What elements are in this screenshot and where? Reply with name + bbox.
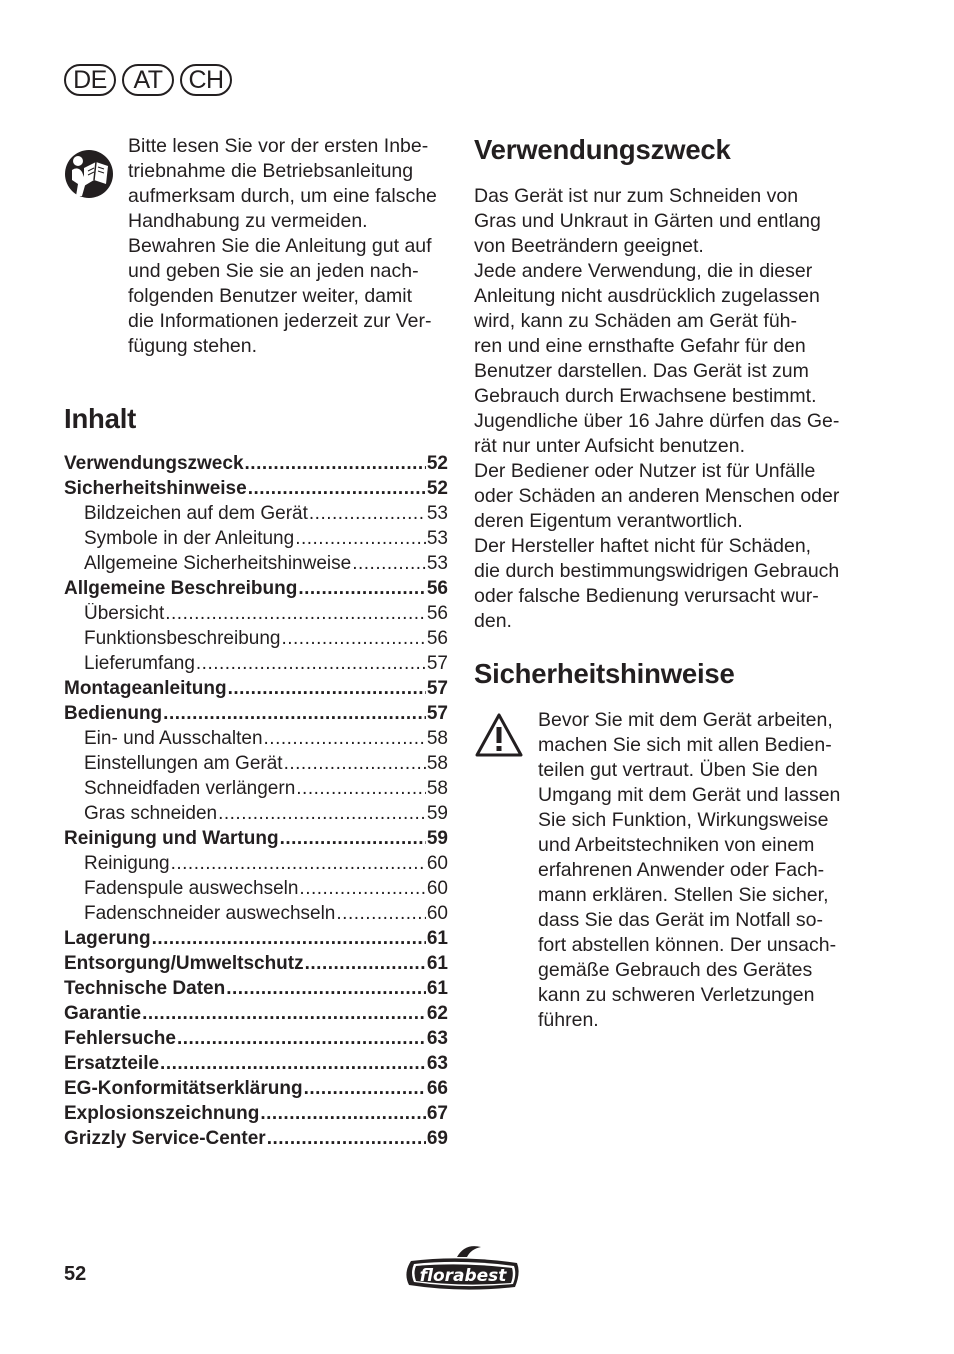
usage-line: wird, kann zu Schäden am Gerät füh- xyxy=(474,310,797,332)
toc-entry-page: 57 xyxy=(426,653,448,674)
intro-note xyxy=(64,134,448,359)
intro-text xyxy=(128,134,448,359)
toc-entry-label: Lagerung xyxy=(64,928,151,949)
toc-dot-leader xyxy=(336,903,425,925)
safety-line: kann zu schweren Verletzungen xyxy=(538,984,815,1006)
toc-entry-label: Ersatzteile xyxy=(64,1053,160,1074)
toc-entry-page: 58 xyxy=(426,753,448,774)
toc-dot-leader xyxy=(267,1128,426,1150)
toc-dot-leader xyxy=(165,603,426,625)
toc-entry-label: Bildzeichen auf dem Gerät xyxy=(84,503,308,524)
toc-entry-label: Sicherheitshinweise xyxy=(64,478,247,499)
toc-entry xyxy=(64,528,448,553)
safety-line: Umgang mit dem Gerät und lassen xyxy=(538,784,841,806)
toc-entry-label: Allgemeine Beschreibung xyxy=(64,578,298,599)
warning-triangle-icon xyxy=(474,712,524,758)
usage-line: deren Eigentum verantwortlich. xyxy=(474,510,743,532)
usage-line: Benutzer darstellen. Das Gerät ist zum xyxy=(474,360,809,382)
toc-dot-leader xyxy=(177,1028,426,1050)
toc-dot-leader xyxy=(298,578,426,600)
toc-entry-label: Symbole in der Anleitung xyxy=(84,528,295,549)
toc-entry xyxy=(64,828,448,853)
toc-entry xyxy=(64,1078,448,1103)
intro-line: und geben Sie sie an jeden nach- xyxy=(128,260,419,282)
toc-entry-page: 69 xyxy=(426,1128,448,1149)
toc-entry xyxy=(64,903,448,928)
safety-line: teilen gut vertraut. Üben Sie den xyxy=(538,759,818,781)
toc-entry xyxy=(64,1053,448,1078)
toc-entry-label: Verwendungszweck xyxy=(64,453,244,474)
safety-line: erfahrenen Anwender oder Fach- xyxy=(538,859,825,881)
toc-entry-page: 63 xyxy=(426,1053,448,1074)
toc-entry-page: 59 xyxy=(426,828,448,849)
toc-entry xyxy=(64,803,448,828)
intro-line: aufmerksam durch, um eine falsche xyxy=(128,185,437,207)
florabest-logo-icon xyxy=(405,1245,521,1291)
logo-text: florabest xyxy=(419,1266,507,1286)
toc-entry-label: Gras schneiden xyxy=(84,803,218,824)
toc-entry-label: Fadenschneider auswechseln xyxy=(84,903,336,924)
toc-entry-page: 59 xyxy=(426,803,448,824)
toc-dot-leader xyxy=(296,778,426,800)
toc-entry-page: 62 xyxy=(426,1003,448,1024)
toc-dot-leader xyxy=(228,678,426,700)
toc-entry-page: 58 xyxy=(426,778,448,799)
toc-entry xyxy=(64,478,448,503)
toc-entry-label: Technische Daten xyxy=(64,978,226,999)
toc-entry-page: 61 xyxy=(426,928,448,949)
country-badges xyxy=(64,64,232,96)
usage-line: Anleitung nicht ausdrücklich zugelassen xyxy=(474,285,820,307)
toc-dot-leader xyxy=(280,828,426,850)
usage-line: die durch bestimmungswidrigen Gebrauch xyxy=(474,560,840,582)
toc-entry-page: 57 xyxy=(426,678,448,699)
toc-entry-label: Fehlersuche xyxy=(64,1028,176,1049)
toc-entry xyxy=(64,703,448,728)
toc-entry-page: 63 xyxy=(426,1028,448,1049)
toc-entry-label: Montageanleitung xyxy=(64,678,227,699)
toc-dot-leader xyxy=(226,978,426,1000)
toc-entry-label: Grizzly Service-Center xyxy=(64,1128,266,1149)
safety-line: Sie sich Funktion, Wirkungsweise xyxy=(538,809,829,831)
toc-entry-label: Bedienung xyxy=(64,703,163,724)
toc-dot-leader xyxy=(142,1003,426,1025)
toc-entry xyxy=(64,1103,448,1128)
toc-dot-leader xyxy=(309,503,426,525)
toc-entry-page: 56 xyxy=(426,603,448,624)
toc-entry xyxy=(64,628,448,653)
usage-line: Der Bediener oder Nutzer ist für Unfälle xyxy=(474,460,816,482)
usage-line: Gebrauch durch Erwachsene bestimmt. xyxy=(474,385,817,407)
toc-entry xyxy=(64,878,448,903)
toc-dot-leader xyxy=(284,753,426,775)
toc-entry-page: 60 xyxy=(426,853,448,874)
safety-line: mann erklären. Stellen Sie sicher, xyxy=(538,884,829,906)
toc-entry-page: 53 xyxy=(426,553,448,574)
toc-dot-leader xyxy=(160,1053,426,1075)
read-manual-icon xyxy=(64,144,114,204)
safety-line: und Arbeitstechniken von einem xyxy=(538,834,815,856)
toc-entry-page: 53 xyxy=(426,503,448,524)
usage-line: Jugendliche über 16 Jahre dürfen das Ge- xyxy=(474,410,840,432)
safety-line: Bevor Sie mit dem Gerät arbeiten, xyxy=(538,709,833,731)
usage-line: oder falsche Bedienung verursacht wur- xyxy=(474,585,819,607)
table-of-contents xyxy=(64,453,448,1153)
toc-dot-leader xyxy=(299,878,425,900)
toc-entry xyxy=(64,978,448,1003)
intro-line: Bitte lesen Sie vor der ersten Inbe- xyxy=(128,135,429,157)
toc-dot-leader xyxy=(352,553,426,575)
usage-line: Jede andere Verwendung, die in dieser xyxy=(474,260,813,282)
toc-entry-label: Explosionszeichnung xyxy=(64,1103,260,1124)
usage-line: oder Schäden an anderen Menschen oder xyxy=(474,485,840,507)
safety-line: machen Sie sich mit allen Bedien- xyxy=(538,734,832,756)
toc-entry xyxy=(64,778,448,803)
country-badge-ch: CH xyxy=(180,64,232,96)
intro-line: Handhabung zu vermeiden. xyxy=(128,210,368,232)
country-badge-de: DE xyxy=(64,64,116,96)
toc-entry xyxy=(64,953,448,978)
usage-line: Das Gerät ist nur zum Schneiden von xyxy=(474,185,799,207)
toc-entry-label: Schneidfaden verlängern xyxy=(84,778,296,799)
toc-entry-page: 61 xyxy=(426,953,448,974)
toc-dot-leader xyxy=(281,628,425,650)
toc-dot-leader xyxy=(196,653,426,675)
safety-line: führen. xyxy=(538,1009,599,1031)
toc-entry-page: 61 xyxy=(426,978,448,999)
toc-entry-label: Fadenspule auswechseln xyxy=(84,878,299,899)
page-number: 52 xyxy=(64,1263,87,1285)
country-badge-at: AT xyxy=(122,64,174,96)
toc-entry xyxy=(64,678,448,703)
toc-entry-label: Funktionsbeschreibung xyxy=(84,628,281,649)
intro-line: folgenden Benutzer weiter, damit xyxy=(128,285,413,307)
toc-dot-leader xyxy=(245,453,426,475)
toc-entry xyxy=(64,453,448,478)
safety-note xyxy=(474,708,864,1033)
toc-entry-page: 66 xyxy=(426,1078,448,1099)
toc-dot-leader xyxy=(163,703,426,725)
toc-entry-label: Reinigung und Wartung xyxy=(64,828,279,849)
usage-text xyxy=(474,184,864,634)
toc-dot-leader xyxy=(152,928,426,950)
usage-heading: Verwendungszweck xyxy=(474,134,731,165)
usage-line: ren und eine ernsthafte Gefahr für den xyxy=(474,335,806,357)
safety-text xyxy=(538,708,864,1033)
toc-entry xyxy=(64,653,448,678)
toc-entry xyxy=(64,728,448,753)
toc-entry-page: 56 xyxy=(426,578,448,599)
toc-entry-page: 67 xyxy=(426,1103,448,1124)
toc-entry xyxy=(64,928,448,953)
usage-line: Gras und Unkraut in Gärten und entlang xyxy=(474,210,821,232)
usage-line: von Beeträndern geeignet. xyxy=(474,235,704,257)
toc-entry-label: Lieferumfang xyxy=(84,653,195,674)
toc-entry xyxy=(64,553,448,578)
left-column xyxy=(64,134,448,1153)
toc-entry xyxy=(64,753,448,778)
right-column xyxy=(474,134,864,1033)
toc-entry xyxy=(64,578,448,603)
toc-entry-label: Übersicht xyxy=(84,603,165,624)
toc-entry xyxy=(64,1003,448,1028)
usage-line: rät nur unter Aufsicht benutzen. xyxy=(474,435,746,457)
usage-line: den. xyxy=(474,610,512,632)
toc-dot-leader xyxy=(295,528,426,550)
toc-dot-leader xyxy=(304,1078,426,1100)
toc-entry-label: Reinigung xyxy=(84,853,170,874)
toc-entry-page: 52 xyxy=(426,478,448,499)
toc-entry xyxy=(64,603,448,628)
toc-entry-page: 60 xyxy=(426,878,448,899)
intro-line: fügung stehen. xyxy=(128,335,258,357)
toc-entry-label: Entsorgung/Umweltschutz xyxy=(64,953,304,974)
toc-entry-page: 56 xyxy=(426,628,448,649)
toc-entry-label: Allgemeine Sicherheitshinweise xyxy=(84,553,352,574)
safety-heading: Sicherheitshinweise xyxy=(474,658,735,689)
safety-line: gemäße Gebrauch des Gerätes xyxy=(538,959,813,981)
toc-entry xyxy=(64,503,448,528)
toc-dot-leader xyxy=(248,478,426,500)
toc-entry xyxy=(64,1128,448,1153)
toc-dot-leader xyxy=(260,1103,426,1125)
toc-entry-page: 60 xyxy=(426,903,448,924)
safety-line: fort abstellen können. Der unsach- xyxy=(538,934,837,956)
toc-entry xyxy=(64,1028,448,1053)
usage-line: Der Hersteller haftet nicht für Schäden, xyxy=(474,535,812,557)
toc-entry-label: EG-Konformitätserklärung xyxy=(64,1078,303,1099)
toc-entry xyxy=(64,853,448,878)
toc-entry-label: Ein- und Ausschalten xyxy=(84,728,263,749)
toc-dot-leader xyxy=(171,853,426,875)
toc-dot-leader xyxy=(264,728,426,750)
toc-entry-page: 58 xyxy=(426,728,448,749)
toc-entry-page: 52 xyxy=(426,453,448,474)
intro-line: Bewahren Sie die Anleitung gut auf xyxy=(128,235,432,257)
safety-line: dass Sie das Gerät im Notfall so- xyxy=(538,909,824,931)
toc-dot-leader xyxy=(218,803,426,825)
intro-line: triebnahme die Betriebsanleitung xyxy=(128,160,414,182)
toc-entry-label: Garantie xyxy=(64,1003,142,1024)
intro-line: die Informationen jederzeit zur Ver- xyxy=(128,310,432,332)
toc-entry-page: 57 xyxy=(426,703,448,724)
toc-entry-page: 53 xyxy=(426,528,448,549)
toc-entry-label: Einstellungen am Gerät xyxy=(84,753,283,774)
toc-dot-leader xyxy=(305,953,426,975)
toc-title: Inhalt xyxy=(64,403,137,434)
